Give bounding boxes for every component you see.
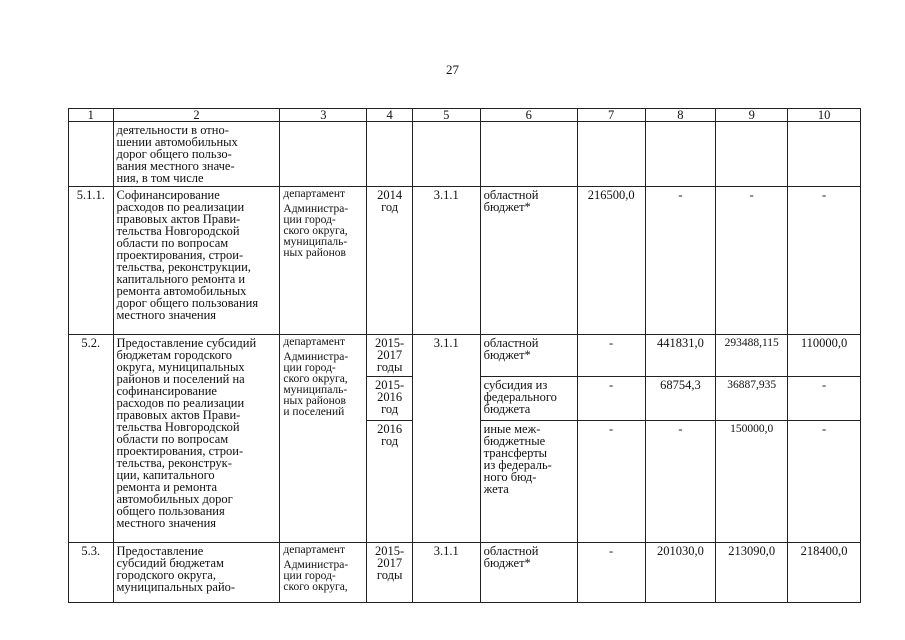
text-line: расходов по реализации — [116, 396, 245, 410]
empty-cell — [412, 122, 480, 187]
text-line: бюджетные — [483, 434, 546, 448]
row-value-10: - — [788, 187, 861, 335]
text-line: тельства, реконструк- — [116, 456, 232, 470]
row-name — [113, 122, 280, 187]
text-line: софинансирование — [116, 384, 217, 398]
row-value-8: - — [645, 187, 716, 335]
text-line: трансферты — [483, 446, 548, 460]
text-line: Софинансирование — [116, 188, 220, 202]
text-line: субсидий бюджетам — [116, 556, 224, 570]
text-line: ных районов — [283, 395, 346, 407]
col-header: 2 — [113, 109, 280, 122]
table-row — [69, 187, 861, 335]
text-line: 2016 — [377, 422, 403, 436]
row-period — [367, 187, 413, 335]
text-line: бюджет* — [483, 556, 531, 570]
row-value-9: - — [716, 187, 788, 335]
empty-cell — [280, 122, 367, 187]
row-source — [480, 543, 577, 603]
col-header: 7 — [577, 109, 645, 122]
header-row — [69, 109, 861, 122]
col-header: 4 — [367, 109, 413, 122]
text-line: ного бюд- — [483, 470, 537, 484]
text-line: расходов по реализации — [116, 200, 245, 214]
text-line: и поселений — [283, 406, 345, 418]
col-header: 1 — [69, 109, 114, 122]
text-line: правовых актов Прави- — [116, 408, 241, 422]
text-line: деятельности в отно- — [116, 123, 229, 137]
text-line: 2015- — [375, 378, 405, 392]
text-line: ции город- — [283, 362, 336, 374]
row-source — [480, 377, 577, 421]
text-line: 2016 — [377, 390, 403, 404]
row-department — [280, 187, 367, 335]
row-value-10: - — [788, 421, 861, 543]
text-line: 2017 — [377, 556, 403, 570]
empty-cell — [577, 122, 645, 187]
text-line: городского округа, — [116, 568, 216, 582]
col-header: 8 — [645, 109, 716, 122]
row-value-7: - — [577, 377, 645, 421]
text-line: Администра- — [283, 351, 349, 363]
text-line: тельства Новгородской — [116, 420, 240, 434]
row-department — [280, 543, 367, 603]
row-value-8: 201030,0 — [645, 543, 716, 603]
row-period — [367, 543, 413, 603]
row-source — [480, 187, 577, 335]
text-line: бюджет* — [483, 200, 531, 214]
text-line: местного значения — [116, 516, 217, 530]
row-value-9: 213090,0 — [716, 543, 788, 603]
text-line: ского округа, — [283, 581, 348, 593]
text-line: Администра- — [283, 203, 349, 215]
text-line: проектирования, строи- — [116, 444, 244, 458]
row-id: 5.2. — [69, 335, 114, 543]
empty-cell — [645, 122, 716, 187]
text-line: 2015- — [375, 544, 405, 558]
text-line: бюджетам городского — [116, 348, 233, 362]
text-line: Предоставление — [116, 544, 204, 558]
row-value-8: 68754,3 — [645, 377, 716, 421]
text-line: области по вопросам — [116, 432, 229, 446]
text-line: ции город- — [283, 214, 336, 226]
table-row — [69, 335, 861, 377]
row-value-10: - — [788, 377, 861, 421]
row-target: 3.1.1 — [412, 335, 480, 543]
row-value-10: 110000,0 — [788, 335, 861, 377]
text-line: субсидия из — [483, 378, 548, 392]
text-line: ского округа, — [283, 225, 348, 237]
row-source — [480, 335, 577, 377]
text-line: годы — [376, 360, 403, 374]
text-line: областной — [483, 336, 539, 350]
text-line: муниципаль- — [283, 236, 348, 248]
text-line: ремонта автомобильных — [116, 284, 247, 298]
row-department — [280, 335, 367, 543]
row-name — [113, 187, 280, 335]
text-line: муниципальных райо- — [116, 580, 236, 594]
text-line: правовых актов Прави- — [116, 212, 241, 226]
table-row — [69, 543, 861, 603]
text-line: областной — [483, 544, 539, 558]
text-line: департамент — [283, 544, 346, 556]
text-line: ния, в том числе — [116, 171, 204, 185]
row-value-7: - — [577, 421, 645, 543]
text-line: проектирования, строи- — [116, 248, 244, 262]
row-value-10: 218400,0 — [788, 543, 861, 603]
col-header: 10 — [788, 109, 861, 122]
text-line: иные меж- — [483, 422, 541, 436]
row-id — [69, 122, 114, 187]
text-line: районов и поселений на — [116, 372, 245, 386]
row-source — [480, 421, 577, 543]
row-period — [367, 377, 413, 421]
text-line: шении автомобильных — [116, 135, 238, 149]
row-value-7: - — [577, 335, 645, 377]
row-value-8: - — [645, 421, 716, 543]
col-header: 6 — [480, 109, 577, 122]
text-line: тельства Новгородской — [116, 224, 240, 238]
row-id: 5.1.1. — [69, 187, 114, 335]
text-line: капитального ремонта и — [116, 272, 246, 286]
row-value-9: 36887,935 — [716, 377, 788, 421]
empty-cell — [480, 122, 577, 187]
row-id: 5.3. — [69, 543, 114, 603]
text-line: тельства, реконструкции, — [116, 260, 251, 274]
text-line: федерального — [483, 390, 557, 404]
row-value-7: - — [577, 543, 645, 603]
text-line: ных районов — [283, 247, 346, 259]
text-line: ции город- — [283, 570, 336, 582]
text-line: автомобильных дорог — [116, 492, 233, 506]
empty-cell — [788, 122, 861, 187]
text-line: дорог общего пользования — [116, 296, 259, 310]
text-line: области по вопросам — [116, 236, 229, 250]
text-line: дорог общего пользо- — [116, 147, 232, 161]
row-period — [367, 421, 413, 543]
text-line: годы — [376, 568, 403, 582]
text-line: департамент — [283, 188, 346, 200]
text-line: 2017 — [377, 348, 403, 362]
row-target: 3.1.1 — [412, 543, 480, 603]
col-header: 9 — [716, 109, 788, 122]
row-name — [113, 543, 280, 603]
row-value-8: 441831,0 — [645, 335, 716, 377]
text-line: местного значения — [116, 308, 217, 322]
text-line: муниципаль- — [283, 384, 348, 396]
text-line: департамент — [283, 336, 346, 348]
text-line: общего пользования — [116, 504, 225, 518]
text-line: вания местного значе- — [116, 159, 235, 173]
text-line: Предоставление субсидий — [116, 336, 257, 350]
empty-cell — [716, 122, 788, 187]
row-name — [113, 335, 280, 543]
text-line: ции, капитального — [116, 468, 215, 482]
empty-cell — [367, 122, 413, 187]
text-line: округа, муниципальных — [116, 360, 245, 374]
col-header: 5 — [412, 109, 480, 122]
text-line: год — [381, 200, 399, 214]
text-line: областной — [483, 188, 539, 202]
row-value-7: 216500,0 — [577, 187, 645, 335]
text-line: год — [381, 402, 399, 416]
row-target: 3.1.1 — [412, 187, 480, 335]
budget-table — [68, 108, 861, 603]
text-line: ского округа, — [283, 373, 348, 385]
row-period — [367, 335, 413, 377]
text-line: из федераль- — [483, 458, 552, 472]
text-line: бюджета — [483, 402, 531, 416]
text-line: бюджет* — [483, 348, 531, 362]
text-line: ремонта и ремонта — [116, 480, 218, 494]
table-row — [69, 122, 861, 187]
row-value-9: 150000,0 — [716, 421, 788, 543]
text-line: жета — [483, 482, 509, 496]
text-line: 2015- — [375, 336, 405, 350]
page-number: 27 — [446, 62, 459, 77]
row-value-9: 293488,115 — [716, 335, 788, 377]
text-line: 2014 — [377, 188, 403, 202]
text-line: год — [381, 434, 399, 448]
text-line: Администра- — [283, 559, 349, 571]
col-header: 3 — [280, 109, 367, 122]
